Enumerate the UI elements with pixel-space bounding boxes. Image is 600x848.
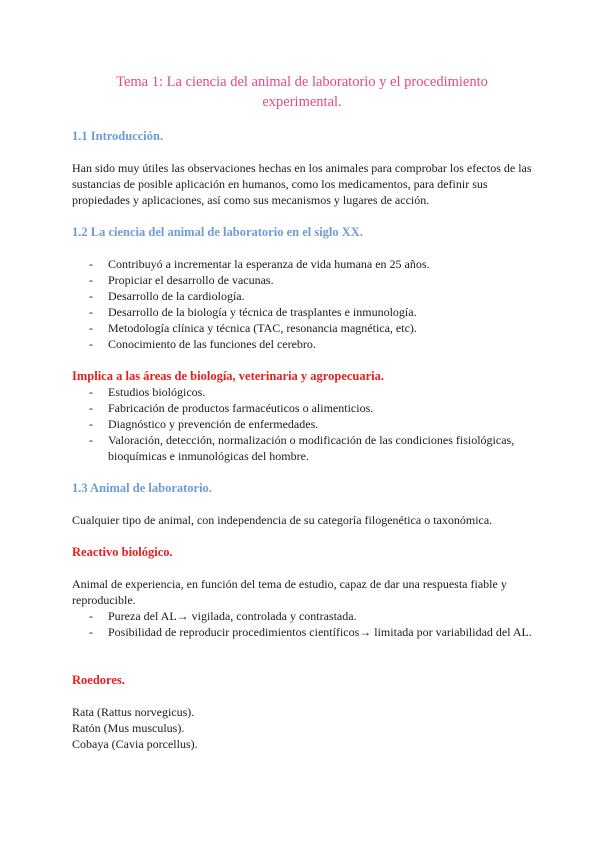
list-item bbox=[72, 432, 532, 464]
dash-bullet: - bbox=[89, 417, 93, 431]
list-item bbox=[72, 288, 532, 304]
list-item-text: Estudios biológicos. bbox=[108, 385, 206, 399]
reactivo-paragraph: Animal de experiencia, en función del tema de estudio, capaz de dar una respuesta fiable y reproducible. bbox=[72, 577, 507, 607]
list-item-text: Posibilidad de reproducir procedimientos científicos→ limitada por variabilidad del AL. bbox=[108, 625, 532, 639]
implica-heading: Implica a las áreas de biología, veterinaria y agropecuaria. bbox=[72, 369, 385, 383]
roedores-line: Cobaya (Cavia porcellus). bbox=[72, 737, 198, 751]
list-item bbox=[72, 336, 532, 352]
dash-bullet: - bbox=[89, 401, 93, 415]
list-item bbox=[72, 400, 532, 416]
roedores-line: Ratón (Mus musculus). bbox=[72, 721, 185, 735]
document-title: Tema 1: La ciencia del animal de laboratorio y el procedimiento experimental. bbox=[116, 74, 488, 110]
reactivo-heading: Reactivo biológico. bbox=[72, 545, 173, 559]
list-item bbox=[72, 624, 532, 640]
dash-bullet: - bbox=[89, 289, 93, 303]
list-item bbox=[72, 272, 532, 288]
section-1-1-paragraph: Han sido muy útiles las observaciones hechas en los animales para comprobar los efectos de las sustancias de posible aplicación en humanos, como los medicamentos, para definir sus propiedades y aplicaciones, así como sus mecanismos y lugares de acción. bbox=[72, 161, 532, 207]
reactivo-list bbox=[72, 608, 532, 640]
list-item bbox=[72, 320, 532, 336]
dash-bullet: - bbox=[89, 257, 93, 271]
roedores-line: Rata (Rattus norvegicus). bbox=[72, 705, 195, 719]
list-item-text: Desarrollo de la cardiología. bbox=[108, 289, 245, 303]
section-1-1-heading: 1.1 Introducción. bbox=[72, 129, 164, 143]
roedores-heading: Roedores. bbox=[72, 673, 125, 687]
list-item-text: Propiciar el desarrollo de vacunas. bbox=[108, 273, 274, 287]
list-item-text: Contribuyó a incrementar la esperanza de vida humana en 25 años. bbox=[108, 257, 430, 271]
list-item bbox=[72, 384, 532, 400]
list-item-text: Pureza del AL→ vigilada, controlada y contrastada. bbox=[108, 609, 357, 623]
list-item bbox=[72, 304, 532, 320]
list-item-text: Diagnóstico y prevención de enfermedades. bbox=[108, 417, 319, 431]
list-item-text: Desarrollo de la biología y técnica de trasplantes e inmunología. bbox=[108, 305, 417, 319]
list-item-text: Conocimiento de las funciones del cerebro. bbox=[108, 337, 316, 351]
implica-list bbox=[72, 384, 532, 464]
list-item-text: Valoración, detección, normalización o modificación de las condiciones fisiológicas, bioquímicas e inmunológicas del hombre. bbox=[108, 433, 515, 463]
dash-bullet: - bbox=[89, 305, 93, 319]
list-item bbox=[72, 256, 532, 272]
dash-bullet: - bbox=[89, 273, 93, 287]
dash-bullet: - bbox=[89, 385, 93, 399]
section-1-3-paragraph: Cualquier tipo de animal, con independencia de su categoría filogenética o taxonómica. bbox=[72, 513, 493, 527]
section-1-3-heading: 1.3 Animal de laboratorio. bbox=[72, 481, 212, 495]
dash-bullet: - bbox=[89, 625, 93, 639]
dash-bullet: - bbox=[89, 321, 93, 335]
section-1-2-heading: 1.2 La ciencia del animal de laboratorio en el siglo XX. bbox=[72, 225, 363, 239]
dash-bullet: - bbox=[89, 433, 93, 447]
section-1-2-list bbox=[72, 256, 532, 352]
list-item-text: Metodología clínica y técnica (TAC, resonancia magnética, etc). bbox=[108, 321, 417, 335]
dash-bullet: - bbox=[89, 609, 93, 623]
list-item bbox=[72, 608, 532, 624]
list-item-text: Fabricación de productos farmacéuticos o alimenticios. bbox=[108, 401, 374, 415]
dash-bullet: - bbox=[89, 337, 93, 351]
list-item bbox=[72, 416, 532, 432]
